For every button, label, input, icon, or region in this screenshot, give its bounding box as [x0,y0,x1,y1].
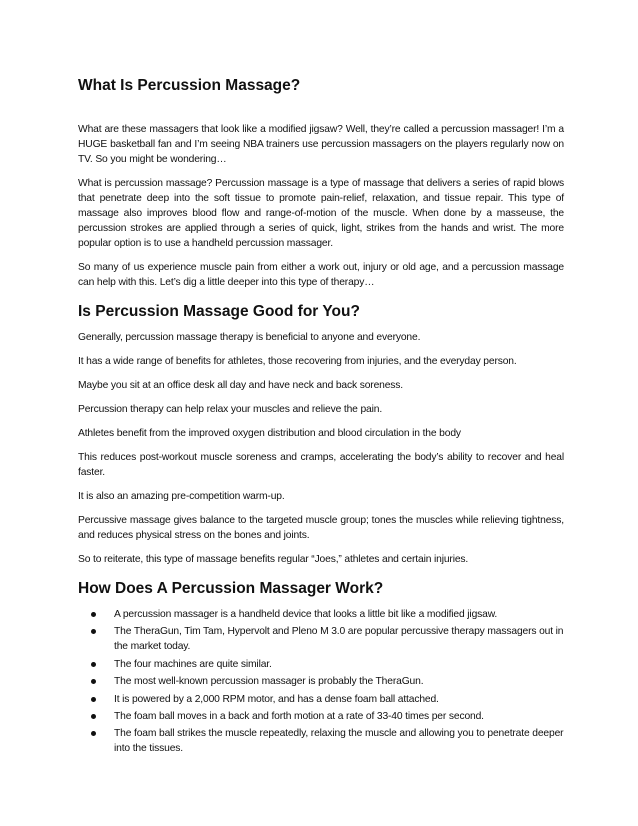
bullet-list [78,607,564,756]
bullet-icon [91,629,96,634]
section1-paragraph: It is also an amazing pre-competition warm-up. [78,491,285,502]
list-item-text: The foam ball strikes the muscle repeatedly, relaxing the muscle and allowing you to penetrate deeper into the tissues. [114,728,564,755]
list-item-text: The foam ball moves in a back and forth motion at a rate of 33-40 times per second. [114,710,484,722]
list-item [78,692,564,707]
document-title: What Is Percussion Massage? [78,77,301,94]
list-item [78,624,564,654]
bullet-icon [91,662,96,667]
list-item [78,726,564,756]
section1-paragraph: Generally, percussion massage therapy is beneficial to anyone and everyone. [78,332,421,343]
intro-paragraph: So many of us experience muscle pain from either a work out, injury or old age, and a percussion massage can help with this. Let’s dig a little deeper into this type of therapy… [78,262,564,288]
list-item-text: It is powered by a 2,000 RPM motor, and has a dense foam ball attached. [114,693,439,705]
section1-paragraph: Percussion therapy can help relax your muscles and relieve the pain. [78,404,383,415]
section1-paragraph: This reduces post-workout muscle soreness and cramps, accelerating the body’s ability to recover and heal faster. [78,452,564,478]
bullet-icon [91,697,96,702]
list-item-text: The TheraGun, Tim Tam, Hypervolt and Pleno M 3.0 are popular percussive therapy massagers out in the market today. [114,626,564,653]
section-heading-how-it-works: How Does A Percussion Massager Work? [78,580,384,597]
section1-paragraph: Athletes benefit from the improved oxygen distribution and blood circulation in the body [78,428,461,439]
list-item-text: A percussion massager is a handheld device that looks a little bit like a modified jigsaw. [114,609,498,620]
list-item [78,607,564,622]
list-item [78,657,564,672]
section-heading-good-for-you: Is Percussion Massage Good for You? [78,303,360,320]
section1-paragraph: Percussive massage gives balance to the targeted muscle group; tones the muscles while relieving tightness, and reduces physical stress on the bones and joints. [78,515,564,541]
section1-paragraph: Maybe you sit at an office desk all day and have neck and back soreness. [78,380,404,391]
intro-paragraph: What are these massagers that look like a modified jigsaw? Well, they’re called a percussion massager! I’m a HUGE basketball fan and I’m seeing NBA trainers use percussion massagers on the players regularly now on TV. So you might be wondering… [78,124,564,165]
intro-paragraph: What is percussion massage? Percussion massage is a type of massage that delivers a series of rapid blows that penetrate deep into the soft tissue to promote pain-relief, relaxation, and tissue repair. This type of massage also improves blood flow and range-of-motion of the muscle. When done by a masseuse, the percussion strokes are applied through a series of quick, light, strikes from the hands and wrist. The more popular option is to use a handheld percussion massager. [78,178,564,249]
list-item-text: The four machines are quite similar. [114,658,272,670]
section1-paragraph: It has a wide range of benefits for athletes, those recovering from injuries, and the everyday person. [78,356,517,367]
document-page [78,76,564,759]
list-item-text: The most well-known percussion massager is probably the TheraGun. [114,676,424,688]
list-item [78,709,564,724]
section1-paragraph: So to reiterate, this type of massage benefits regular “Joes,” athletes and certain injuries. [78,554,469,565]
bullet-icon [91,731,96,736]
bullet-icon [91,679,96,684]
bullet-icon [91,612,96,617]
list-item [78,674,564,689]
bullet-icon [91,714,96,719]
